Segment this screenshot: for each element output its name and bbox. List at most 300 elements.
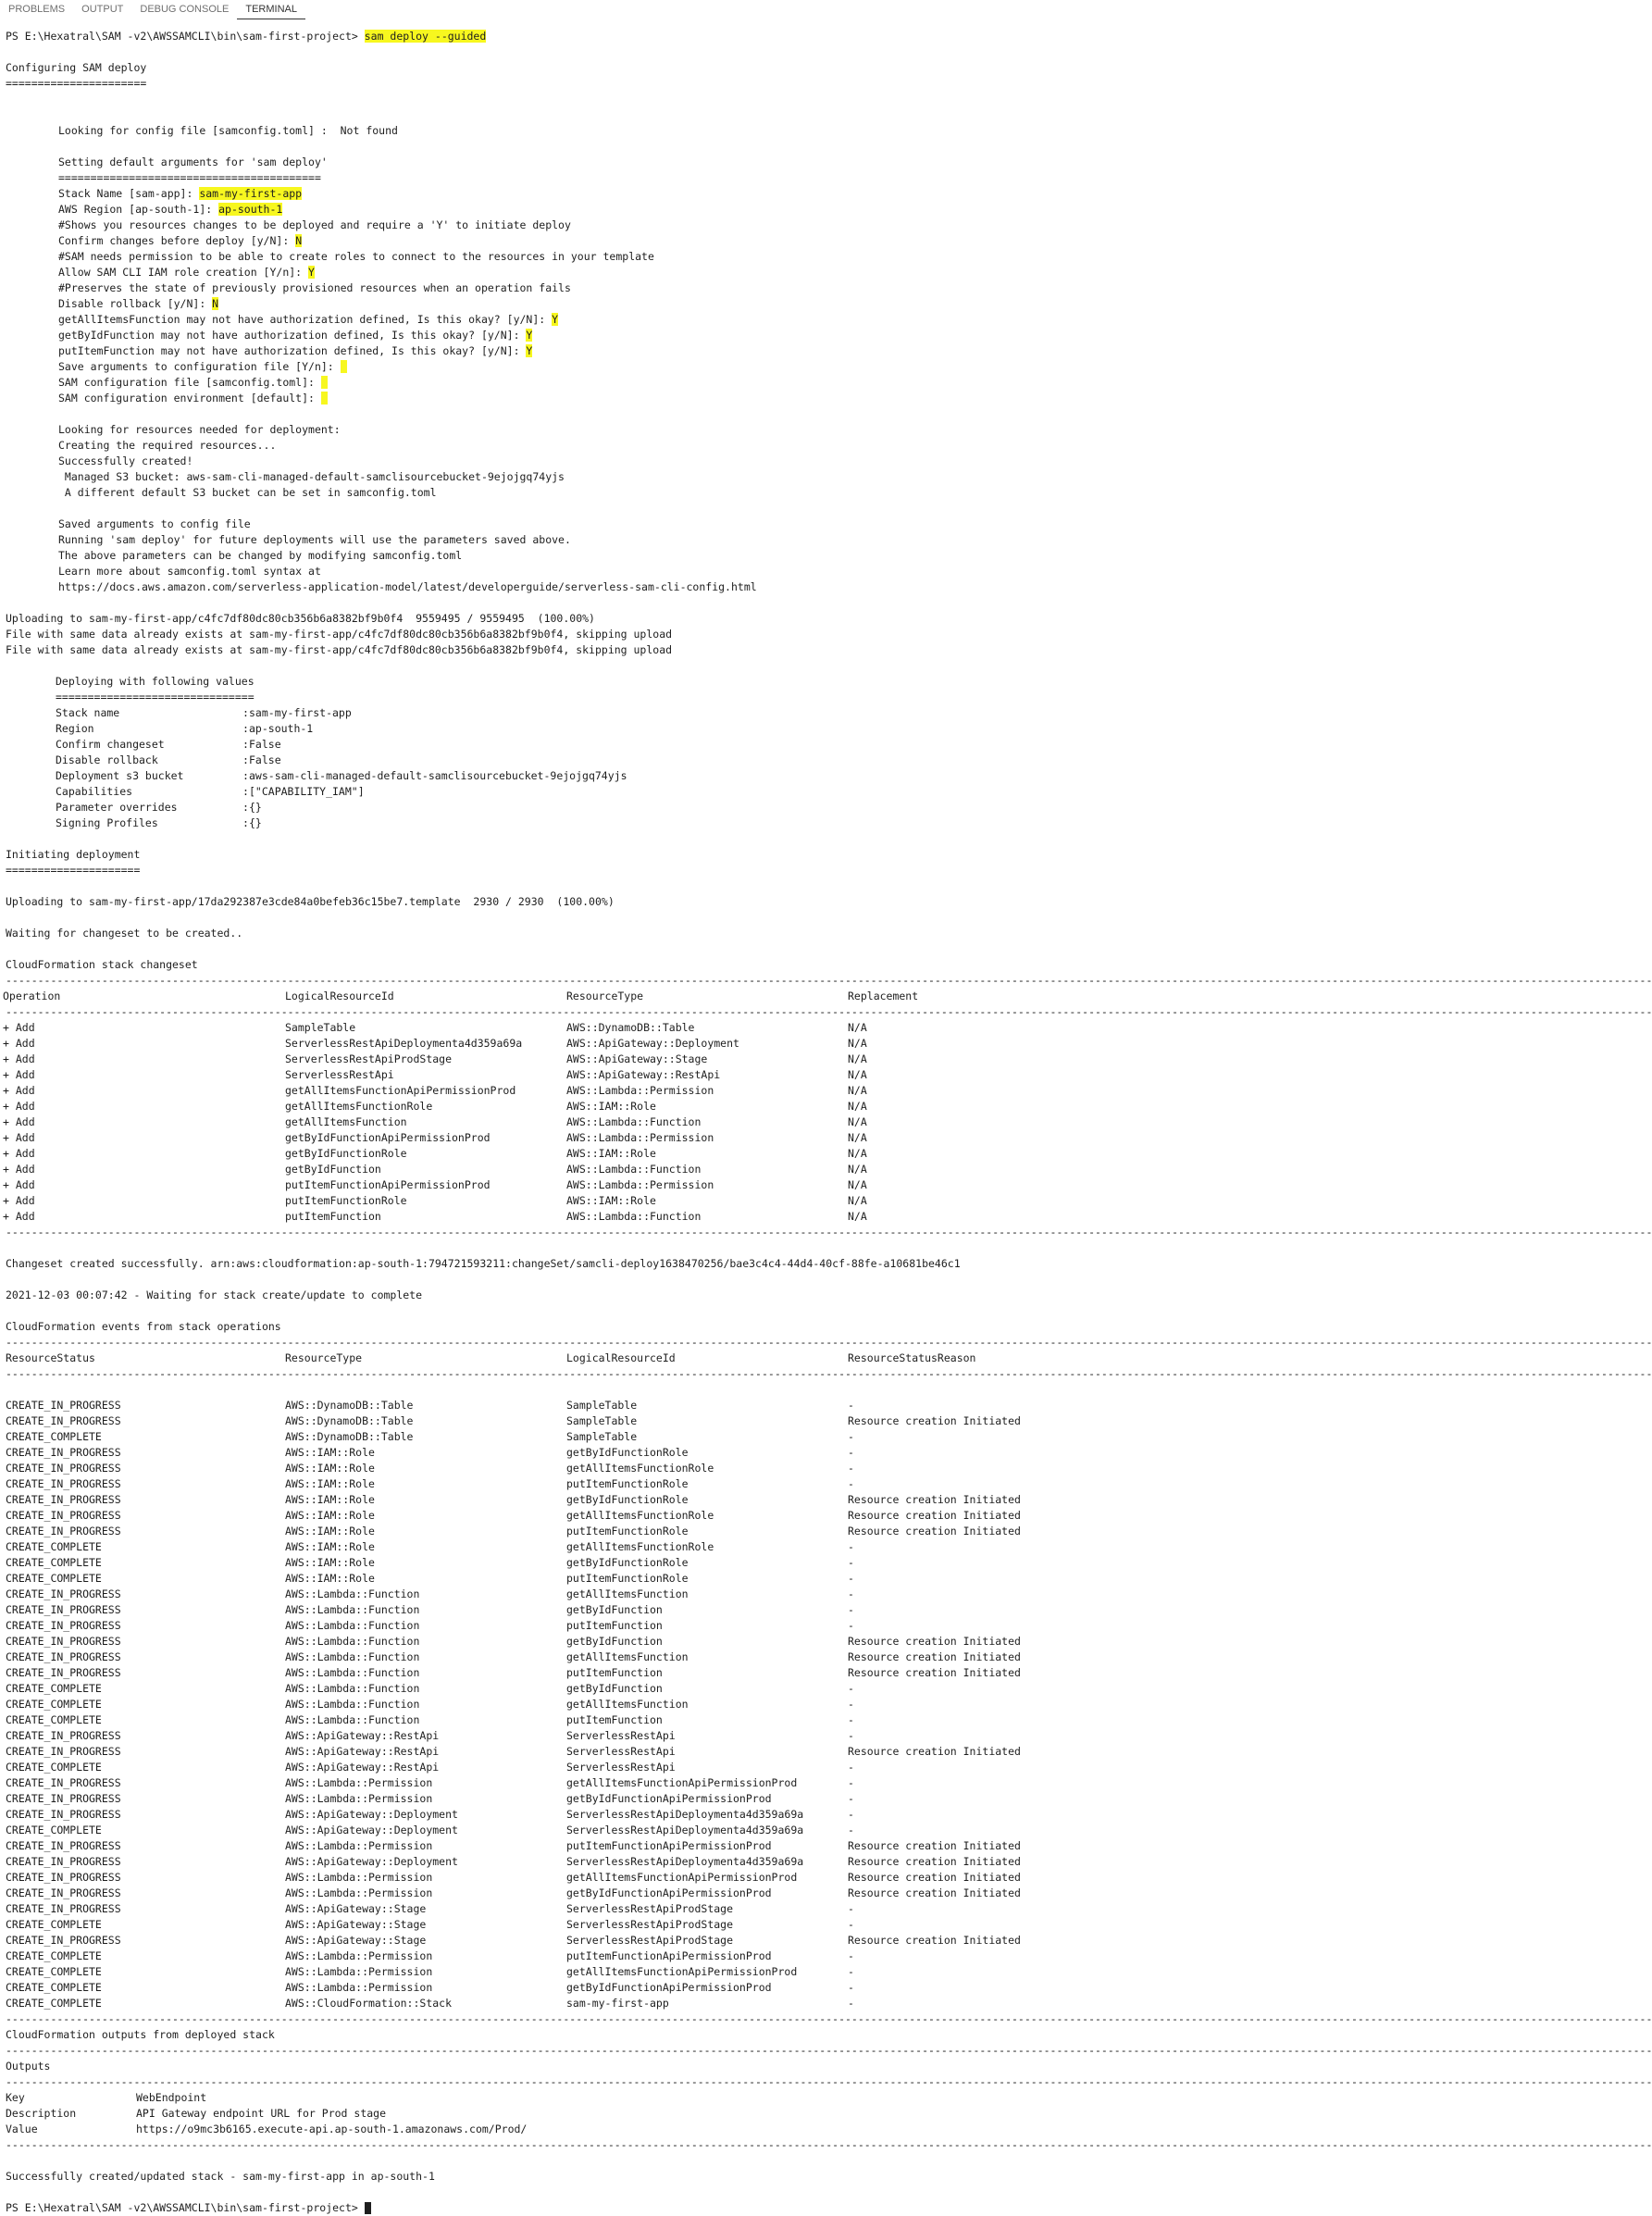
cell: LogicalResourceId <box>285 990 394 1002</box>
cell: AWS::Lambda::Function <box>285 1650 420 1663</box>
cell: + Add <box>3 1115 35 1128</box>
deploy-value-key: Deployment s3 bucket <box>56 769 184 782</box>
cell: - <box>848 1477 854 1490</box>
prompt-path: PS E:\Hexatral\SAM -v2\AWSSAMCLI\bin\sam-first-project> <box>6 2201 365 2214</box>
upload-line: File with same data already exists at sam-my-first-app/c4fc7df80dc80cb356b6a8382bf9b0f4, skipping upload <box>6 628 673 641</box>
cell: ServerlessRestApi <box>566 1761 676 1774</box>
cell: getAllItemsFunction <box>566 1587 689 1600</box>
cell: Resource creation Initiated <box>848 1871 1021 1884</box>
deploy-value-sep: : <box>242 816 249 829</box>
cell: ServerlessRestApiDeploymenta4d359a69a <box>285 1037 523 1050</box>
outputs-label: Outputs <box>6 2060 51 2073</box>
guided-prompt-line <box>6 218 1047 233</box>
guided-answer <box>321 376 328 389</box>
cell: AWS::ApiGateway::Stage <box>285 1902 427 1915</box>
deploy-value-val: {} <box>249 801 262 814</box>
terminal-output[interactable] <box>3 29 1652 2216</box>
cell: + Add <box>3 1194 35 1207</box>
cell: putItemFunction <box>566 1713 663 1726</box>
cell: sam-my-first-app <box>566 1997 669 2010</box>
cell: CREATE_COMPLETE <box>6 1430 102 1443</box>
deploy-value-key: Capabilities <box>56 785 133 798</box>
cell: ResourceStatus <box>6 1351 95 1364</box>
cell: AWS::ApiGateway::RestApi <box>285 1745 440 1758</box>
guided-prompt-line <box>6 359 1047 375</box>
dash-rule <box>6 1335 1652 1351</box>
blank-line <box>6 92 1047 107</box>
guided-answer: N <box>295 234 303 247</box>
cell: - <box>848 1462 854 1475</box>
deploy-value-val: False <box>249 753 281 766</box>
resources-line: Successfully created! <box>58 454 193 467</box>
event-row <box>6 1996 1047 2011</box>
cell: - <box>848 1997 854 2010</box>
cell: - <box>848 1776 854 1789</box>
cell: CREATE_IN_PROGRESS <box>6 1839 121 1852</box>
cell: getByIdFunctionApiPermissionProd <box>285 1131 491 1144</box>
cell: AWS::Lambda::Permission <box>566 1131 714 1144</box>
cell: AWS::Lambda::Permission <box>566 1084 714 1097</box>
output-key: Key <box>6 2091 25 2104</box>
heading-rule: =============================== <box>56 691 255 703</box>
guided-prompt: #Shows you resources changes to be deployed and require a 'Y' to initiate deploy <box>58 218 571 231</box>
cell: AWS::DynamoDB::Table <box>566 1021 695 1034</box>
event-row <box>6 1571 1047 1587</box>
saved-line: Learn more about samconfig.toml syntax at <box>58 565 321 578</box>
saved-line: https://docs.aws.amazon.com/serverless-application-model/latest/developerguide/serverless-sam-cli-config.html <box>58 580 757 593</box>
cell: - <box>848 1603 854 1616</box>
cell: AWS::ApiGateway::Deployment <box>285 1855 458 1868</box>
guided-prompt-line <box>6 280 1047 296</box>
output-val: API Gateway endpoint URL for Prod stage <box>136 2107 387 2120</box>
section-heading: Initiating deployment <box>6 848 141 861</box>
heading-rule: ====================== <box>6 77 147 90</box>
cell: CREATE_IN_PROGRESS <box>6 1808 121 1821</box>
blank-line <box>6 1303 1047 1319</box>
guided-prompt: #SAM needs permission to be able to create roles to connect to the resources in your template <box>58 250 654 263</box>
event-row <box>6 1476 1047 1492</box>
deploy-value-sep: : <box>242 738 249 751</box>
cell: CREATE_IN_PROGRESS <box>6 1525 121 1538</box>
deploy-value-key: Disable rollback <box>56 753 158 766</box>
cell: AWS::IAM::Role <box>566 1100 656 1113</box>
cell: AWS::ApiGateway::Deployment <box>285 1808 458 1821</box>
cell: - <box>848 1682 854 1695</box>
resources-line: Creating the required resources... <box>58 439 277 452</box>
cell: AWS::ApiGateway::RestApi <box>285 1729 440 1742</box>
event-row <box>6 1901 1047 1917</box>
event-row <box>6 1964 1047 1980</box>
cell: AWS::CloudFormation::Stack <box>285 1997 453 2010</box>
cell: N/A <box>848 1210 867 1223</box>
cell: putItemFunctionRole <box>566 1525 689 1538</box>
dash-rule <box>6 1004 1652 1020</box>
blank-line <box>6 139 1047 155</box>
changeset-row <box>3 1036 1047 1052</box>
blank-line <box>6 406 1047 422</box>
cell: AWS::Lambda::Function <box>566 1210 702 1223</box>
waiting-line: Waiting for changeset to be created.. <box>6 927 243 940</box>
cell: - <box>848 1902 854 1915</box>
cell: AWS::Lambda::Function <box>566 1163 702 1176</box>
blank-line <box>6 1272 1047 1288</box>
config-lookup-line: Looking for config file [samconfig.toml] : Not found <box>58 124 398 137</box>
cell: - <box>848 1399 854 1412</box>
blank-line <box>6 658 1047 674</box>
cell: + Add <box>3 1131 35 1144</box>
cell: ResourceStatusReason <box>848 1351 976 1364</box>
cell: CREATE_IN_PROGRESS <box>6 1792 121 1805</box>
guided-prompt-line <box>6 375 1047 391</box>
cell: SampleTable <box>566 1399 638 1412</box>
cell: CREATE_COMPLETE <box>6 1997 102 2010</box>
dash-rule <box>6 1225 1652 1240</box>
deploy-value-val: aws-sam-cli-managed-default-samclisourcebucket-9ejojgq74yjs <box>249 769 627 782</box>
deploy-value-sep: : <box>242 785 249 798</box>
cell: - <box>848 1698 854 1711</box>
cell: SampleTable <box>566 1430 638 1443</box>
events-header-row <box>6 1351 1047 1366</box>
cell: Resource creation Initiated <box>848 1493 1021 1506</box>
command-text: sam deploy --guided <box>364 30 487 43</box>
cell: + Add <box>3 1037 35 1050</box>
outputs-title: CloudFormation outputs from deployed stack <box>6 2028 275 2041</box>
event-row <box>6 1791 1047 1807</box>
deploy-value-line <box>6 800 1047 815</box>
cell: AWS::IAM::Role <box>285 1509 375 1522</box>
cell: N/A <box>848 1068 867 1081</box>
cell: - <box>848 1824 854 1836</box>
guided-prompt-line <box>6 343 1047 359</box>
cell: getAllItemsFunctionRole <box>285 1100 433 1113</box>
tab-output[interactable]: OUTPUT <box>81 4 124 15</box>
deploy-value-val: {} <box>249 816 262 829</box>
guided-prompt: Stack Name [sam-app]: <box>58 187 200 200</box>
cell: N/A <box>848 1052 867 1065</box>
cell: - <box>848 1556 854 1569</box>
cell: AWS::Lambda::Permission <box>566 1178 714 1191</box>
event-row <box>6 1854 1047 1870</box>
cell: ResourceType <box>566 990 644 1002</box>
blank-line <box>6 831 1047 847</box>
cell: CREATE_IN_PROGRESS <box>6 1493 121 1506</box>
guided-answer <box>341 360 347 373</box>
deploy-value-line <box>6 768 1047 784</box>
guided-prompt: putItemFunction may not have authorization defined, Is this okay? [y/N]: <box>58 344 527 357</box>
cell: AWS::IAM::Role <box>566 1147 656 1160</box>
changeset-header-row <box>3 989 1047 1004</box>
dash-rule-text: ----------------------------------------------------------------------------------------------------------------------------------------------------------------------------------------------------------------------------------------------------------------- <box>6 1336 1652 1349</box>
cell: getAllItemsFunction <box>285 1115 407 1128</box>
cell: ServerlessRestApi <box>285 1068 394 1081</box>
deploy-value-val: False <box>249 738 281 751</box>
panel-tabs <box>0 0 1047 19</box>
cell: + Add <box>3 1100 35 1113</box>
cell: AWS::ApiGateway::RestApi <box>285 1761 440 1774</box>
cell: AWS::Lambda::Permission <box>285 1776 433 1789</box>
changeset-title: CloudFormation stack changeset <box>6 958 198 971</box>
cell: CREATE_COMPLETE <box>6 1965 102 1978</box>
cell: AWS::Lambda::Function <box>285 1619 420 1632</box>
changeset-row <box>3 1099 1047 1114</box>
cell: ServerlessRestApiProdStage <box>566 1918 734 1931</box>
event-row <box>6 1429 1047 1445</box>
tab-problems[interactable]: PROBLEMS <box>8 4 66 15</box>
cell: ServerlessRestApiDeploymenta4d359a69a <box>566 1855 804 1868</box>
terminal-cursor <box>365 2202 371 2214</box>
guided-prompt: SAM configuration environment [default]: <box>58 392 321 405</box>
event-row <box>6 1445 1047 1461</box>
guided-prompt-line <box>6 265 1047 280</box>
deploy-value-line <box>6 753 1047 768</box>
deploy-value-key: Region <box>56 722 94 735</box>
blank-line <box>6 44 1047 60</box>
event-row <box>6 1492 1047 1508</box>
resources-line: Looking for resources needed for deployment: <box>58 423 341 436</box>
cell: SampleTable <box>566 1414 638 1427</box>
event-row <box>6 1948 1047 1964</box>
output-line <box>6 2122 1047 2137</box>
cell: AWS::IAM::Role <box>285 1525 375 1538</box>
cell: N/A <box>848 1037 867 1050</box>
cell: putItemFunctionRole <box>566 1477 689 1490</box>
cell: AWS::Lambda::Permission <box>285 1981 433 1994</box>
tab-debug-console[interactable]: DEBUG CONSOLE <box>140 4 230 15</box>
cell: putItemFunctionRole <box>285 1194 407 1207</box>
cell: CREATE_IN_PROGRESS <box>6 1619 121 1632</box>
cell: AWS::Lambda::Function <box>566 1115 702 1128</box>
cell: CREATE_IN_PROGRESS <box>6 1635 121 1648</box>
cell: AWS::ApiGateway::Deployment <box>285 1824 458 1836</box>
event-row <box>6 1886 1047 1901</box>
cell: AWS::ApiGateway::RestApi <box>566 1068 721 1081</box>
cell: CREATE_IN_PROGRESS <box>6 1886 121 1899</box>
dash-rule-text: ----------------------------------------------------------------------------------------------------------------------------------------------------------------------------------------------------------------------------------------------------------------- <box>6 1226 1652 1239</box>
deploy-values-title: Deploying with following values <box>56 675 255 688</box>
cell: AWS::Lambda::Permission <box>285 1965 433 1978</box>
cell: - <box>848 1792 854 1805</box>
cell: N/A <box>848 1084 867 1097</box>
cell: getByIdFunctionRole <box>566 1446 689 1459</box>
cell: ServerlessRestApiDeploymenta4d359a69a <box>566 1808 804 1821</box>
cell: N/A <box>848 1021 867 1034</box>
cell: AWS::ApiGateway::Stage <box>285 1918 427 1931</box>
cell: putItemFunction <box>566 1666 663 1679</box>
cell: Resource creation Initiated <box>848 1414 1021 1427</box>
guided-prompt-line <box>6 312 1047 328</box>
changeset-row <box>3 1162 1047 1177</box>
cell: Operation <box>3 990 61 1002</box>
cell: CREATE_IN_PROGRESS <box>6 1855 121 1868</box>
output-line <box>6 2090 1047 2106</box>
cell: - <box>848 1918 854 1931</box>
cell: AWS::Lambda::Function <box>285 1713 420 1726</box>
cell: AWS::Lambda::Function <box>285 1682 420 1695</box>
output-line <box>6 2106 1047 2122</box>
deploy-value-line <box>6 721 1047 737</box>
event-row <box>6 1665 1047 1681</box>
cell: Resource creation Initiated <box>848 1745 1021 1758</box>
event-row <box>6 1634 1047 1650</box>
cell: putItemFunctionApiPermissionProd <box>285 1178 491 1191</box>
cell: Resource creation Initiated <box>848 1886 1021 1899</box>
cell: N/A <box>848 1163 867 1176</box>
event-row <box>6 1744 1047 1760</box>
cell: Resource creation Initiated <box>848 1635 1021 1648</box>
cell: AWS::IAM::Role <box>285 1493 375 1506</box>
cell: + Add <box>3 1084 35 1097</box>
cell: - <box>848 1572 854 1585</box>
events-title: CloudFormation events from stack operations <box>6 1320 281 1333</box>
deploy-value-sep: : <box>242 801 249 814</box>
blank-line <box>6 878 1047 894</box>
deploy-value-val: sam-my-first-app <box>249 706 352 719</box>
guided-prompt-line <box>6 202 1047 218</box>
cell: N/A <box>848 1194 867 1207</box>
cell: AWS::Lambda::Permission <box>285 1949 433 1962</box>
cell: getAllItemsFunctionApiPermissionProd <box>566 1871 798 1884</box>
guided-answer: Y <box>526 329 533 342</box>
resources-line: A different default S3 bucket can be set in samconfig.toml <box>58 486 437 499</box>
guided-prompt: Save arguments to configuration file [Y/n]: <box>58 360 341 373</box>
saved-line: Running 'sam deploy' for future deployments will use the parameters saved above. <box>58 533 571 546</box>
cell: getAllItemsFunction <box>566 1650 689 1663</box>
cell: ServerlessRestApi <box>566 1745 676 1758</box>
cell: getByIdFunction <box>566 1635 663 1648</box>
event-row <box>6 1587 1047 1602</box>
cell: AWS::ApiGateway::Deployment <box>566 1037 739 1050</box>
guided-prompt: Confirm changes before deploy [y/N]: <box>58 234 296 247</box>
guided-prompt: #Preserves the state of previously provisioned resources when an operation fails <box>58 281 571 294</box>
cell: getAllItemsFunctionRole <box>566 1462 714 1475</box>
cell: + Add <box>3 1178 35 1191</box>
deploy-value-key: Signing Profiles <box>56 816 158 829</box>
cell: CREATE_IN_PROGRESS <box>6 1477 121 1490</box>
event-row <box>6 1697 1047 1712</box>
changeset-row <box>3 1052 1047 1067</box>
dash-rule <box>6 2074 1652 2090</box>
cell: - <box>848 1430 854 1443</box>
saved-line: Saved arguments to config file <box>58 517 251 530</box>
guided-prompt: getByIdFunction may not have authorization defined, Is this okay? [y/N]: <box>58 329 527 342</box>
event-row <box>6 1712 1047 1728</box>
event-row <box>6 1602 1047 1618</box>
deploy-value-line <box>6 705 1047 721</box>
cell: getAllItemsFunctionRole <box>566 1540 714 1553</box>
cell: - <box>848 1965 854 1978</box>
output-key: Value <box>6 2123 38 2135</box>
cell: AWS::IAM::Role <box>285 1446 375 1459</box>
event-row <box>6 1870 1047 1886</box>
cell: + Add <box>3 1163 35 1176</box>
cell: AWS::IAM::Role <box>285 1572 375 1585</box>
changeset-created-line: Changeset created successfully. arn:aws:cloudformation:ap-south-1:794721593211:changeSet/samcli-deploy1638470256/bae3c4c4-44d4-40cf-88fe-a10681be46c1 <box>6 1257 961 1270</box>
dash-rule <box>6 2043 1652 2059</box>
cell: Resource creation Initiated <box>848 1509 1021 1522</box>
cell: N/A <box>848 1178 867 1191</box>
event-row <box>6 1461 1047 1476</box>
upload-line: File with same data already exists at sam-my-first-app/c4fc7df80dc80cb356b6a8382bf9b0f4, skipping upload <box>6 643 673 656</box>
cell: ServerlessRestApiProdStage <box>566 1902 734 1915</box>
guided-prompt-line <box>6 391 1047 406</box>
cell: AWS::DynamoDB::Table <box>285 1430 414 1443</box>
cell: CREATE_IN_PROGRESS <box>6 1414 121 1427</box>
cell: LogicalResourceId <box>566 1351 676 1364</box>
cell: - <box>848 1446 854 1459</box>
blank-line <box>6 941 1047 957</box>
dash-rule-text: ----------------------------------------------------------------------------------------------------------------------------------------------------------------------------------------------------------------------------------------------------------------- <box>6 2044 1652 2057</box>
cell: getByIdFunction <box>566 1682 663 1695</box>
cell: Resource creation Initiated <box>848 1666 1021 1679</box>
cell: - <box>848 1949 854 1962</box>
cell: AWS::IAM::Role <box>285 1462 375 1475</box>
event-row <box>6 1539 1047 1555</box>
tab-terminal[interactable]: TERMINAL <box>237 0 305 19</box>
event-row <box>6 1775 1047 1791</box>
cell: ServerlessRestApiDeploymenta4d359a69a <box>566 1824 804 1836</box>
cell: N/A <box>848 1100 867 1113</box>
cell: CREATE_IN_PROGRESS <box>6 1745 121 1758</box>
cell: + Add <box>3 1052 35 1065</box>
heading-rule: ========================================= <box>58 171 321 184</box>
guided-answer: Y <box>526 344 533 357</box>
cell: ServerlessRestApiProdStage <box>566 1934 734 1947</box>
guided-prompt-line <box>6 296 1047 312</box>
cell: N/A <box>848 1131 867 1144</box>
cell: AWS::ApiGateway::Stage <box>285 1934 427 1947</box>
guided-prompt-line <box>6 249 1047 265</box>
cell: getByIdFunctionApiPermissionProd <box>566 1886 772 1899</box>
guided-prompt-line <box>6 328 1047 343</box>
cell: CREATE_IN_PROGRESS <box>6 1462 121 1475</box>
cell: Replacement <box>848 990 919 1002</box>
event-row <box>6 1807 1047 1823</box>
event-row <box>6 1917 1047 1933</box>
deploy-value-val: ["CAPABILITY_IAM"] <box>249 785 365 798</box>
cell: AWS::Lambda::Function <box>285 1698 420 1711</box>
cell: AWS::DynamoDB::Table <box>285 1414 414 1427</box>
blank-line <box>6 2153 1047 2169</box>
cell: getByIdFunction <box>285 1163 381 1176</box>
cell: getAllItemsFunctionApiPermissionProd <box>285 1084 516 1097</box>
setting-defaults-line: Setting default arguments for 'sam deploy' <box>58 156 328 168</box>
changeset-row <box>3 1193 1047 1209</box>
cell: + Add <box>3 1147 35 1160</box>
cell: AWS::Lambda::Permission <box>285 1792 433 1805</box>
cell: - <box>848 1713 854 1726</box>
cell: AWS::Lambda::Permission <box>285 1886 433 1899</box>
cell: getAllItemsFunctionRole <box>566 1509 714 1522</box>
cell: Resource creation Initiated <box>848 1934 1021 1947</box>
dash-rule-text: ----------------------------------------------------------------------------------------------------------------------------------------------------------------------------------------------------------------------------------------------------------------- <box>6 974 1652 987</box>
cell: + Add <box>3 1021 35 1034</box>
changeset-row <box>3 1146 1047 1162</box>
cell: CREATE_IN_PROGRESS <box>6 1776 121 1789</box>
cell: AWS::IAM::Role <box>566 1194 656 1207</box>
cell: getByIdFunctionRole <box>566 1556 689 1569</box>
changeset-row <box>3 1067 1047 1083</box>
deploy-value-key: Confirm changeset <box>56 738 165 751</box>
blank-line <box>6 2185 1047 2200</box>
cell: ServerlessRestApiProdStage <box>285 1052 453 1065</box>
cell: getByIdFunctionRole <box>285 1147 407 1160</box>
guided-prompt: Disable rollback [y/N]: <box>58 297 213 310</box>
guided-prompt-line <box>6 186 1047 202</box>
success-line: Successfully created/updated stack - sam-my-first-app in ap-south-1 <box>6 2170 435 2183</box>
cell: Resource creation Initiated <box>848 1525 1021 1538</box>
cell: getAllItemsFunctionApiPermissionProd <box>566 1776 798 1789</box>
cell: AWS::IAM::Role <box>285 1540 375 1553</box>
